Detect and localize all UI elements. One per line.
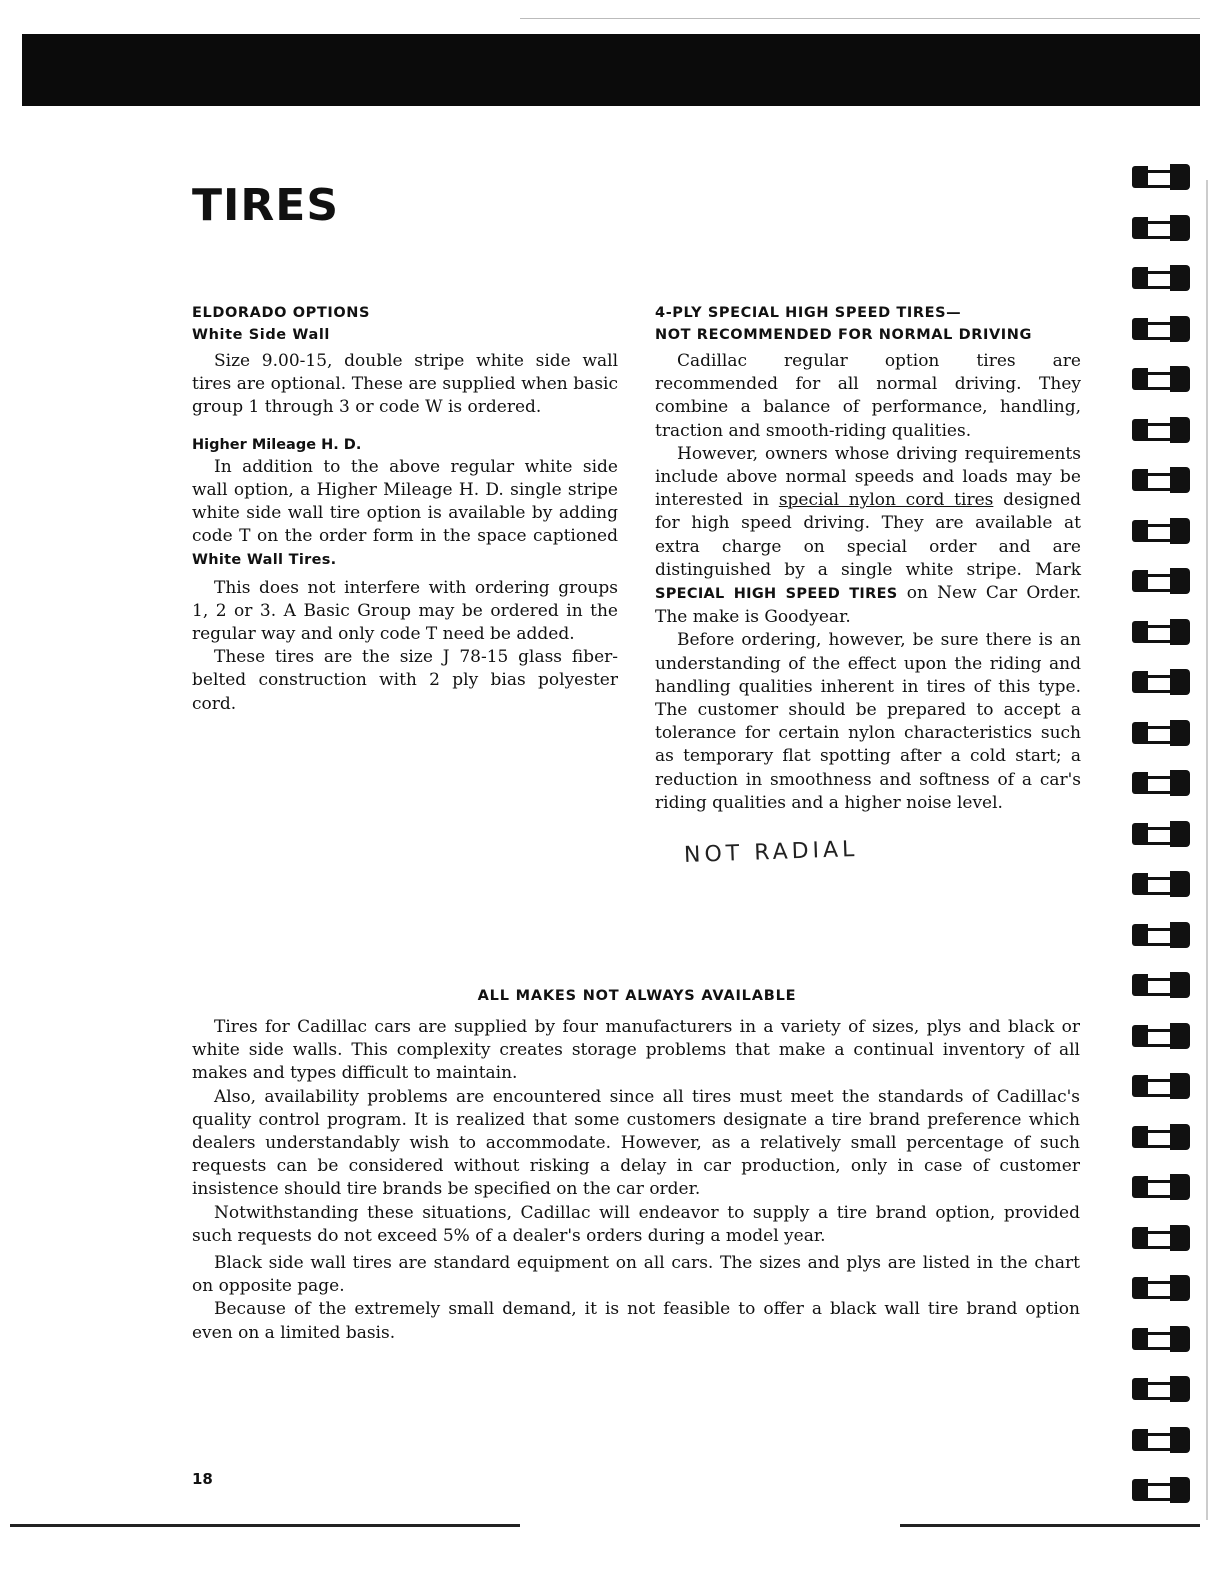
binding-ring [1132, 821, 1190, 847]
brand-option-paragraph: Notwithstanding these situations, Cadillac will endeavor to supply a tire brand option, provided such requests do not exceed 5% of a dealer's orders during a model year. [192, 1202, 1080, 1246]
binding-ring [1132, 1427, 1190, 1453]
white-side-wall-subheading: White Side Wall [192, 327, 330, 343]
bottom-scan-rule-left [10, 1524, 520, 1527]
binding-ring [1132, 1326, 1190, 1352]
white-side-wall-paragraph: Size 9.00-15, double stripe white side wall tires are optional. These are supplied when basic group 1 through 3 or code W is ordered. [192, 351, 618, 418]
nylon-text-b: designed for high speed driving. They are available at extra charge on special order and are distinguished by a single white stripe. Mark [655, 490, 1081, 580]
binding-ring [1132, 215, 1190, 241]
binding-ring [1132, 164, 1190, 190]
binding-ring [1132, 518, 1190, 544]
before-ordering-paragraph: Before ordering, however, be sure there is an understanding of the effect upon the riding and handling qualities inherent in tires of this type. The customer should be prepared to accept a tolerance for certain nylon characteristics such as temporary flat spotting after a cold start; a reduction in smoothness and softness of a car's riding qualities and a higher noise level. [655, 630, 1081, 813]
binding-ring [1132, 871, 1190, 897]
binding-ring [1132, 467, 1190, 493]
special-high-speed-tires-label: SPECIAL HIGH SPEED TIRES [655, 586, 898, 603]
nylon-text-c: on New Car Order. The make is Goodyear. [655, 583, 1081, 628]
page-number: 18 [192, 1470, 213, 1488]
regular-option-paragraph: Cadillac regular option tires are recommended for all normal driving. They combine a balance of performance, handling, traction and smooth-riding qualities. [655, 351, 1081, 441]
nylon-cord-paragraph [655, 443, 1081, 630]
nylon-text-a: However, owners whose driving requirements include above normal speeds and loads may be interested in [655, 443, 1081, 511]
bottom-scan-rule-right [900, 1524, 1200, 1527]
manufacturers-paragraph: Tires for Cadillac cars are supplied by four manufacturers in a variety of sizes, plys and black or white side walls. This complexity creates storage problems that make a continual inventory of all makes and types difficult to maintain. [192, 1017, 1080, 1084]
higher-mileage-text: In addition to the above regular white side wall option, a Higher Mileage H. D. single stripe white side wall tire option is available by adding code T on the order form in the space captioned [192, 456, 618, 547]
small-demand-paragraph: Because of the extremely small demand, it is not feasible to offer a black wall tire brand option even on a limited basis. [192, 1299, 1080, 1343]
white-wall-tires-caption: White Wall Tires. [192, 552, 337, 569]
spiral-binding [1126, 164, 1196, 1524]
binding-ring [1132, 1225, 1190, 1251]
binding-ring [1132, 619, 1190, 645]
binding-spine-edge [1206, 180, 1208, 1520]
tire-size-paragraph: These tires are the size J 78-15 glass fiber-belted construction with 2 ply bias polyester cord. [192, 647, 618, 714]
binding-ring [1132, 922, 1190, 948]
nylon-underlined-text: special nylon cord tires [778, 490, 994, 511]
left-column [192, 302, 618, 716]
binding-ring [1132, 568, 1190, 594]
handwritten-note: NOT RADIAL [683, 836, 859, 869]
binding-ring [1132, 1073, 1190, 1099]
binding-ring [1132, 316, 1190, 342]
high-speed-heading-line2: NOT RECOMMENDED FOR NORMAL DRIVING [655, 327, 1033, 343]
all-makes-heading: ALL MAKES NOT ALWAYS AVAILABLE [477, 988, 797, 1004]
binding-ring [1132, 417, 1190, 443]
binding-ring [1132, 1174, 1190, 1200]
binding-ring [1132, 1124, 1190, 1150]
binding-ring [1132, 669, 1190, 695]
high-speed-heading-line1: 4-PLY SPECIAL HIGH SPEED TIRES— [655, 305, 962, 321]
higher-mileage-subheading: Higher Mileage H. D. [192, 436, 362, 453]
black-side-wall-paragraph: Black side wall tires are standard equipment on all cars. The sizes and plys are listed in the chart on opposite page. [192, 1253, 1080, 1297]
header-black-band [22, 34, 1200, 106]
page-title: TIRES [192, 180, 340, 231]
higher-mileage-paragraph [192, 456, 618, 573]
right-column [655, 302, 1081, 815]
binding-ring [1132, 1275, 1190, 1301]
availability-paragraph: Also, availability problems are encountered since all tires must meet the standards of Cadillac's quality control program. It is realized that some customers designate a tire brand preference which dealers understandably wish to accommodate. However, as a relatively small percentage of such requests can be considered without risking a delay in car production, only in case of customer insistence should tire brands be specified on the car order. [192, 1086, 1080, 1200]
binding-ring [1132, 720, 1190, 746]
binding-ring [1132, 1376, 1190, 1402]
binding-ring [1132, 972, 1190, 998]
binding-ring [1132, 1023, 1190, 1049]
binding-ring [1132, 366, 1190, 392]
eldorado-options-heading: ELDORADO OPTIONS [192, 305, 371, 321]
top-scan-rule [520, 18, 1200, 19]
all-makes-body [192, 1016, 1080, 1345]
binding-ring [1132, 770, 1190, 796]
binding-ring [1132, 265, 1190, 291]
groups-paragraph: This does not interfere with ordering groups 1, 2 or 3. A Basic Group may be ordered in the regular way and only code T need be added. [192, 577, 618, 645]
binding-ring [1132, 1477, 1190, 1503]
